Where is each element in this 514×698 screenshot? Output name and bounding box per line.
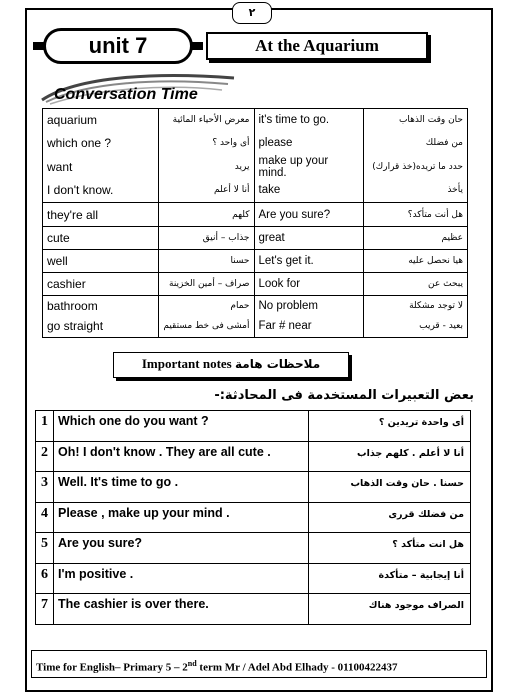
phrase-en: I'm positive . (54, 563, 309, 594)
phrase-num: 1 (36, 411, 54, 442)
vocab-row (43, 109, 468, 132)
vocab-en1: go straight (43, 316, 159, 338)
phrase-ar: أنا إيجابية – متأكدة (309, 563, 471, 594)
vocab-ar1: أى واحد ؟ (158, 132, 254, 155)
vocab-ar1: معرض الأحياء المائية (158, 109, 254, 132)
vocab-en2: Are you sure? (254, 203, 364, 227)
vocab-ar1: حسنا (158, 250, 254, 273)
vocab-ar2: يأخذ (364, 179, 468, 203)
phrases-table (35, 410, 471, 625)
vocab-ar2: هيا نحصل عليه (364, 250, 468, 273)
footer-right: term Mr / Adel Abd Elhady - 01100422437 (196, 661, 398, 674)
vocab-en1: cute (43, 227, 159, 250)
vocab-row (43, 155, 468, 179)
vocab-row (43, 132, 468, 155)
phrase-row (36, 563, 471, 594)
phrase-row (36, 533, 471, 564)
vocab-en2: No problem (254, 296, 364, 316)
phrase-en: Are you sure? (54, 533, 309, 564)
phrase-en: Please , make up your mind . (54, 502, 309, 533)
vocab-row (43, 273, 468, 296)
phrase-ar: الصراف موجود هناك (309, 594, 471, 625)
phrase-num: 6 (36, 563, 54, 594)
vocab-ar2: حان وقت الذهاب (364, 109, 468, 132)
phrase-row (36, 594, 471, 625)
vocab-ar1: كلهم (158, 203, 254, 227)
vocab-row (43, 316, 468, 338)
vocab-en1: well (43, 250, 159, 273)
vocab-ar1: أنا لا أعلم (158, 179, 254, 203)
vocab-row (43, 227, 468, 250)
phrase-ar: من فضلك قررى (309, 502, 471, 533)
footer (31, 650, 487, 678)
vocab-ar2: عظيم (364, 227, 468, 250)
phrase-en: Oh! I don't know . They are all cute . (54, 441, 309, 472)
vocab-en1: I don't know. (43, 179, 159, 203)
vocab-en2: it's time to go. (254, 109, 364, 132)
phrase-num: 7 (36, 594, 54, 625)
phrase-num: 4 (36, 502, 54, 533)
vocab-row (43, 296, 468, 316)
vocab-ar2: يبحث عن (364, 273, 468, 296)
vocab-ar2: بعيد - قريب (364, 316, 468, 338)
vocab-ar2: هل أنت متأكد؟ (364, 203, 468, 227)
vocab-ar2: لا توجد مشكلة (364, 296, 468, 316)
phrase-ar: هل انت متأكد ؟ (309, 533, 471, 564)
vocab-ar1: جذاب – أنيق (158, 227, 254, 250)
unit-badge (33, 28, 203, 64)
vocab-en1: want (43, 155, 159, 179)
vocab-en1: cashier (43, 273, 159, 296)
vocab-ar1: يريد (158, 155, 254, 179)
notes-english: Important notes (141, 356, 232, 371)
expressions-label: بعض التعبيرات المستخدمة فى المحادثة:- (214, 388, 474, 403)
phrase-ar: حسنا . حان وقت الذهاب (309, 472, 471, 503)
vocab-ar1: صراف – أمين الخزينة (158, 273, 254, 296)
vocab-en2: make up your mind. (254, 155, 364, 179)
vocab-ar2: من فضلك (364, 132, 468, 155)
vocab-en2: Let's get it. (254, 250, 364, 273)
phrase-row (36, 502, 471, 533)
vocab-en1: bathroom (43, 296, 159, 316)
important-notes-box (113, 352, 349, 378)
phrase-ar: أنا لا أعلم . كلهم جذاب (309, 441, 471, 472)
lesson-title: At the Aquarium (206, 32, 428, 60)
section-title: Conversation Time (54, 86, 198, 103)
phrase-en: Which one do you want ? (54, 411, 309, 442)
vocab-ar1: أمشى فى خط مستقيم (158, 316, 254, 338)
phrase-row (36, 441, 471, 472)
unit-label: unit 7 (43, 28, 193, 64)
vocab-en2: Far # near (254, 316, 364, 338)
phrase-num: 2 (36, 441, 54, 472)
vocab-ar1: حمام (158, 296, 254, 316)
phrase-en: Well. It's time to go . (54, 472, 309, 503)
conversation-header (38, 70, 238, 110)
phrase-row (36, 411, 471, 442)
vocab-en1: they're all (43, 203, 159, 227)
phrase-ar: أى واحدة تريدين ؟ (309, 411, 471, 442)
vocab-en1: aquarium (43, 109, 159, 132)
phrase-num: 3 (36, 472, 54, 503)
vocab-row (43, 250, 468, 273)
vocabulary-table (42, 108, 468, 338)
notes-arabic: ملاحظات هامة (235, 357, 321, 371)
page-number: ٢ (232, 2, 272, 24)
vocab-row (43, 203, 468, 227)
phrase-row (36, 472, 471, 503)
phrase-en: The cashier is over there. (54, 594, 309, 625)
footer-sup: nd (187, 659, 197, 668)
footer-left: Time for English– Primary 5 – 2 (36, 661, 188, 674)
phrase-num: 5 (36, 533, 54, 564)
vocab-ar2: حدد ما تريده(خذ قرارك) (364, 155, 468, 179)
vocab-row (43, 179, 468, 203)
vocab-en2: great (254, 227, 364, 250)
vocab-en2: take (254, 179, 364, 203)
vocab-en1: which one ? (43, 132, 159, 155)
vocab-en2: Look for (254, 273, 364, 296)
vocab-en2: please (254, 132, 364, 155)
